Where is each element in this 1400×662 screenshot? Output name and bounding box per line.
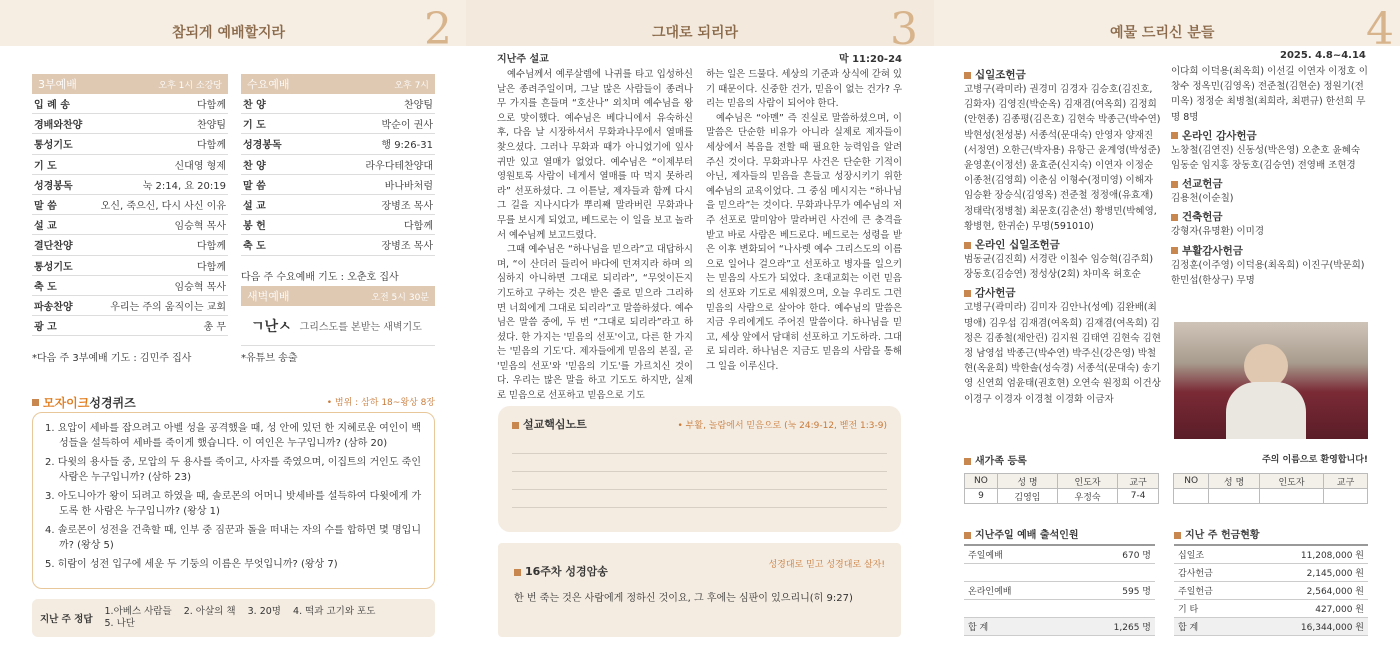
page-number-right: 4 [1366,4,1394,55]
square-bullet-icon [964,242,971,249]
sermon-reference: 막 11:20-24 [838,54,902,65]
memory-slogan: 성경대로 믿고 성경대로 살자! [768,559,885,570]
stat-row [1174,582,1368,600]
stat-value: 595 명 [1122,587,1151,597]
page-number-mid: 3 [890,4,918,55]
stat-row [964,618,1155,636]
order-row [32,215,228,235]
square-bullet-icon [964,72,971,79]
attendance-title: 지난주일 예배 출석인원 [975,530,1079,541]
order-label: 광 고 [34,322,57,334]
offering-category [1171,176,1369,191]
note-line [512,436,887,454]
sermon-paragraph: 그때 예수님은 “하나님을 믿으라”고 대답하시며, “이 산더러 들리어 바다에 던져지라 하며 의심하지 아니하면 그대로 되리라”, “무엇이든지 기도하고 구하는 것은 받은 줄로 믿으라 그리하면 너희에게 그대로 되리라”고 말씀하셨다. 예수님은 말씀 중에, 두 번 “그대로 되리라”라고 하셨다. 한 가지는 '믿음의 선포'이고, 다른 한 가지는 '믿음의 기도'다. 제자들에게 믿음의 본질, 곧 '믿음의 선포'와 '믿음의 기도'를 가르치신 것이다. 우리는 많은 말을 하고 기도도 하지만, 실제로 믿음으로 선포하고 믿음으로 기도 [497,244,693,402]
newcomer-cell: 9 [965,489,998,504]
sermon-heading [497,50,902,65]
wed-rows [241,94,435,256]
service3-table [32,74,228,336]
order-label: 말 씀 [34,201,57,213]
offering-date: 2025. 4.8~4.14 [1280,50,1366,61]
stat-value: 2,564,000 원 [1306,587,1364,597]
order-row [241,215,435,235]
order-value: 다함께 [404,221,433,233]
page-title-left: 참되게 예배할지라 [172,25,286,41]
quiz-list [45,421,422,572]
service3-header: 3부예배 오후 1시 소강당 [32,74,228,94]
square-bullet-icon [512,422,519,429]
order-label: 결단찬양 [34,241,73,253]
offering-category [964,285,1162,300]
stat-label: 주일헌금 [1178,587,1213,597]
newcomer-section [964,452,1368,504]
service3-rows [32,94,228,336]
order-row [241,235,435,255]
order-row [241,195,435,215]
sermon-paragraph: 예수님께서 예루살렘에 나귀를 타고 입성하신 날은 종려주일이며, 그날 많은 사람들이 종려나무 가지를 흔들며 “호산나” 외치며 예수님을 왕으로 맞이했다. 예수님은 베다니에서 유숙하신 후, 다음 날 시장하셔서 무화과나무에서 열매를 찾으셨다. 그러나 무화과 때가 아니었기에 잎사귀만 있고 열매가 없었다. 예수님은 “이제부터 영원토록 사람이 네게서 열매를 따 먹지 못하리라” 선포하셨다. 그 이튿날, 제자들과 함께 다시 그 길을 지나시다가 뿌리째 말라버린 무화과나무를 보시게 되었고, 베드로는 이 일을 보고 놀라서 예수님께 보고드렸다. [497,69,693,241]
order-row [32,155,228,175]
offering-names: 이다희 이덕용(최옥희) 이선길 이연자 이정호 이창수 정옥민(김영옥) 전준철(김현순) 정원기(전미옥) 정정순 최병철(최희라, 최편규) 한선희 무명 8명 [1171,66,1368,123]
offering-category-title: 부활감사헌금 [1182,244,1243,257]
stat-value: 427,000 원 [1315,605,1364,615]
offering-names: 김용천(이순칠) [1171,193,1234,205]
offering-category [1171,209,1369,224]
stat-value: 2,145,000 원 [1306,569,1364,579]
stat-value: 1,265 명 [1113,623,1151,633]
order-value: 행 9:26-31 [381,140,433,152]
order-row [241,155,435,175]
service3-note: *다음 주 3부예배 기도 : 김민주 집사 [32,353,192,364]
stat-row [1174,564,1368,582]
order-value: 장병조 목사 [381,201,433,213]
stat-row [964,582,1155,600]
order-value: 임승혁 목사 [174,281,226,293]
order-value: 총 무 [203,322,226,334]
stat-row [1174,546,1368,564]
order-label: 성경봉독 [34,180,73,192]
quiz-question: 3. 아도니아가 왕이 되려고 하였을 때, 솔로몬의 어머니 밧세바를 설득하여 다윗에게 가도록 한 사람은 누구입니까? (왕상 1) [45,491,422,517]
stat-row [1174,618,1368,636]
answer-bar [32,599,435,637]
order-row [32,235,228,255]
order-value: 오신, 죽으신, 다시 사신 이유 [100,201,226,213]
square-bullet-icon [1171,214,1178,221]
stat-label: 기 타 [1178,605,1199,615]
offering-category-title: 십일조헌금 [975,69,1026,81]
offering-category-title: 온라인 십일조헌금 [975,239,1060,252]
square-bullet-icon [1174,532,1181,539]
finance-rows [1174,544,1368,636]
stat-label: 십일조 [1178,551,1205,561]
order-label: 찬 양 [243,160,266,172]
offering-category [964,67,1162,82]
note-line [512,472,887,490]
order-value: 다함께 [197,100,226,112]
order-label: 입 례 송 [34,100,70,112]
stat-row [1174,600,1368,618]
order-label: 기 도 [34,160,57,172]
order-value: 찬양팀 [404,100,433,112]
stat-label: 합 계 [968,623,989,633]
stat-value: 16,344,000 원 [1300,623,1364,633]
order-value: 라우다테찬양대 [365,160,433,172]
sermon-label: 지난주 설교 [497,54,549,65]
order-value: 다함께 [197,140,226,152]
memory-box [498,543,901,637]
answer-text: 1.아베스 사람들 2. 아살의 책 3. 20명 4. 떡과 고기와 포도 5. 나단 [104,606,376,629]
order-label: 찬 양 [243,100,266,112]
offering-col1 [964,64,1162,407]
newcomer-cell: 김영임 [997,489,1057,504]
attendance-rows [964,544,1155,636]
order-row [241,134,435,154]
dawn-section [241,286,435,346]
sermon-paragraph: 예수님은 “아멘” 즉 진실로 말씀하셨으며, 이 말씀은 단순한 비유가 아니라 실제로 제자들이 세상에서 복음을 전할 때 필요한 능력임을 알려주신 것이다. 무화과나무 사건은 단순한 기적이 아닌, 제자들의 믿음을 흔들고 성장시키기 위한 예수님의 교육이었다. 그 중심 메시지는 “하나님을 믿으라”는 것이다. 무화과나무가 예수님의 저주 선포로 말미암아 말라버린 사건에 큰 충격을 받고 바로 사람은 베드로다. 베드로는 성령을 받은 이후 변화되어 “나사렛 예수 그리스도의 이름으로 일어나 걸으라”고 선포하고 병자를 일으키는 믿음의 사도가 되었다. 초대교회는 이런 믿음의 선포와 기도로 세워졌으며, 오늘 우리도 그런 믿음의 사람으로 살아야 한다. 예수님의 말씀은 지금 우리에게도 주어진 말씀이다. 하나님을 믿고, 세상 앞에서 담대히 선포하고 기도하라. 그대로 되리라. 하나님은 지금도 믿음의 사람을 통해 그 일을 이루신다. [706,112,902,372]
stat-row [964,600,1155,618]
attendance-section [964,526,1155,636]
dawn-note: *유튜브 송출 [241,353,298,364]
sermon-col1 [497,68,693,404]
square-bullet-icon [1171,181,1178,188]
order-row [32,316,228,336]
newcomer-title: 새가족 등록 [975,456,1027,467]
order-row [241,175,435,195]
order-label: 말 씀 [243,180,266,192]
square-bullet-icon [964,290,971,297]
newcomer-row [965,489,1159,504]
order-value: 신대영 형제 [174,160,226,172]
newcomer-cell: 우정숙 [1058,489,1118,504]
newcomer-col-header: 인도자 [1259,474,1323,489]
quiz-box [32,412,435,589]
finance-section [1174,526,1368,636]
sermon-paragraph: 하는 일은 드물다. 세상의 기준과 상식에 갇혀 있기 때문이다. 신중한 건가, 믿음이 없는 건가? 우리는 믿음의 사람이 되어야 한다. [706,69,902,110]
stat-value: 11,208,000 원 [1300,551,1364,561]
order-label: 파송찬양 [34,301,73,313]
order-label: 설 교 [243,201,266,213]
stat-label: 합 계 [1178,623,1199,633]
page-title-right: 예물 드리신 분들 [1110,25,1215,41]
memory-verse: 한 번 죽는 것은 사람에게 정하신 것이요, 그 후에는 심판이 있으리니(히 9:27) [514,593,853,604]
quiz-question: 4. 솔로몬이 성전을 건축할 때, 인부 중 짐꾼과 돌을 떠내는 자의 수를 합하면 몇 명입니까? (왕상 5) [45,525,422,551]
order-row [32,195,228,215]
square-bullet-icon [514,569,521,576]
newcomer-welcome: 주의 이름으로 환영합니다! [1261,455,1368,465]
offering-category [1171,243,1369,258]
order-value: 바나바처럼 [384,180,433,192]
offering-names: 노창철(김연진) 신동성(박은영) 오춘호 윤혜숙 임동순 임지홍 장동호(김승연) 전영배 조현경 [1171,144,1361,172]
order-label: 기 도 [243,120,266,132]
offering-photo [1174,322,1368,439]
offering-category-title: 건축헌금 [1182,211,1223,224]
offering-names: 고병구(곽미라) 김미자 김안나(성예) 김완배(최명애) 김우섭 김재겸(여옥희) 김재겸(여옥희) 김정은 김종철(채안린) 김지원 김태연 김현숙 김현정 남영섭 박종근(박수연) 박주신(강은영) 박철현(옥윤희) 박한솔(성숙경) 서종석(문대숙) 송기영 신연희 엄윤태(권호현) 오연숙 원정희 이건상 이경구 이경자 이경철 이경화 이금자 [964,302,1161,405]
newcomer-col-header: NO [1174,474,1209,489]
newcomer-col-header: 인도자 [1058,474,1118,489]
order-row [32,114,228,134]
memory-title: 16주차 성경암송 [525,565,608,578]
order-label: 축 도 [34,281,57,293]
order-label: 통성기도 [34,140,73,152]
square-bullet-icon [1171,247,1178,254]
order-row [241,94,435,114]
order-value: 찬양팀 [197,120,226,132]
finance-title: 지난 주 헌금현황 [1185,530,1260,541]
square-bullet-icon [32,399,39,406]
offering-category-title: 온라인 감사헌금 [1182,129,1257,142]
stat-row [964,546,1155,564]
stat-row [964,564,1155,582]
stat-label: 감사헌금 [1178,569,1213,579]
offering-col2 [1171,64,1369,288]
order-value: 장병조 목사 [381,241,433,253]
quiz-question: 5. 히람이 성전 입구에 세운 두 기둥의 이름은 무엇입니까? (왕상 7) [45,559,338,570]
offering-category [1171,128,1369,143]
offering-names: 고병구(곽미라) 권경미 김경자 김승호(김진호, 김화자) 김영진(박순옥) 김재겸(여옥희) 김정희(안현종) 김종평(김은호) 김현숙 박종근(박수연) 박현성(천성봉) 서종석(문대숙) 안영자 양재진(서정연) 오한근(박자용) 유항근 윤계영(박성준) 윤영훈(이정선) 윤효준(신지숙) 이연자 이정순 이종천(김영희) 이춘심 이형수(정미영) 이해자 임승환 장승식(김영옥) 전준철 정정애(유효재) 정태락(정병철) 최문호(김춘선) 황병민(박혜영, 황병현, 한귀순) 무명(591010) [964,84,1161,232]
page-number-left: 2 [424,4,452,55]
dawn-logo-mark: ㄱ난ㅅ [251,318,292,335]
quiz-heading [32,392,435,411]
offering-names: 강형자(유명환) 이미경 [1171,226,1265,238]
newcomer-col-header: 교구 [1118,474,1159,489]
newcomer-col-header: NO [965,474,998,489]
square-bullet-icon [964,458,971,465]
newcomer-col-header: 교구 [1324,474,1368,489]
wed-header: 수요예배 오후 7시 [241,74,435,94]
order-row [32,175,228,195]
offering-names: 범동균(김진희) 서경란 이칠수 임승혁(김주희) 장동호(김승연) 정성상(2회) 차미옥 허호순 [964,254,1154,281]
answer-label: 지난 주 정답 [40,614,93,625]
square-bullet-icon [1171,132,1178,139]
order-label: 설 교 [34,221,57,233]
dawn-logo [241,306,435,346]
order-row [32,296,228,316]
order-value: 박순이 권사 [381,120,433,132]
square-bullet-icon [964,532,971,539]
newcomer-table-empty [1173,473,1368,504]
quiz-title: 성경퀴즈 [89,396,136,410]
wed-table [241,74,435,256]
order-value: 임승혁 목사 [174,221,226,233]
order-label: 축 도 [243,241,266,253]
newcomer-col-header: 성 명 [1209,474,1260,489]
page-title-mid: 그대로 되리라 [652,25,739,41]
order-row [32,276,228,296]
stat-label: 주일예배 [968,551,1003,561]
order-value: 다함께 [197,241,226,253]
order-row [241,114,435,134]
offering-category [964,237,1162,252]
order-label: 봉 헌 [243,221,266,233]
order-value: 눅 2:14, 요 20:19 [142,180,226,192]
dawn-slogan: 그리스도를 본받는 새벽기도 [299,322,422,333]
quiz-brand: 모자이크 [43,396,90,410]
quiz-question: 1. 요압이 세바를 잡으려고 아벨 성을 공격했을 때, 성 안에 있던 한 지혜로운 여인이 백성들을 설득하여 세바를 죽이게 했습니다. 이 여인은 누구입니까? (삼하 20) [45,423,422,449]
newcomer-col-header: 성 명 [997,474,1057,489]
order-value: 우리는 주의 움직이는 교회 [110,301,226,313]
newcomer-table [964,473,1159,504]
quiz-question: 2. 다윗의 용사들 중, 모압의 두 용사를 죽이고, 사자를 죽였으며, 이집트의 거인도 죽인 사람은 누구입니까? (삼하 23) [45,457,422,483]
notes-subtitle: • 부활, 놀람에서 믿음으로 (눅 24:9-12, 벧전 1:3-9) [677,420,887,431]
dawn-header: 새벽예배 오전 5시 30분 [241,286,435,306]
order-label: 경배와찬양 [34,120,83,132]
stat-value: 670 명 [1122,551,1151,561]
notes-box [498,406,901,532]
stat-label: 온라인예배 [968,587,1012,597]
newcomer-cell: 7-4 [1118,489,1159,504]
note-line [512,454,887,472]
order-row [32,134,228,154]
sermon-col2 [706,68,902,374]
offering-names: 김정훈(이주영) 이덕용(최옥희) 이진구(박문희) 한민섭(한상구) 무명 [1171,259,1365,286]
notes-title: 설교핵심노트 [523,418,587,431]
note-line [512,490,887,508]
offering-category-title: 감사헌금 [975,287,1016,300]
wed-note: 다음 주 수요예배 기도 : 오춘호 집사 [241,272,399,283]
offering-category-title: 선교헌금 [1182,178,1223,191]
order-label: 통성기도 [34,261,73,273]
order-row [32,256,228,276]
order-value: 다함께 [197,261,226,273]
order-row [32,94,228,114]
order-label: 성경봉독 [243,140,282,152]
quiz-range: • 범위 : 삼하 18~왕상 8장 [326,398,435,408]
